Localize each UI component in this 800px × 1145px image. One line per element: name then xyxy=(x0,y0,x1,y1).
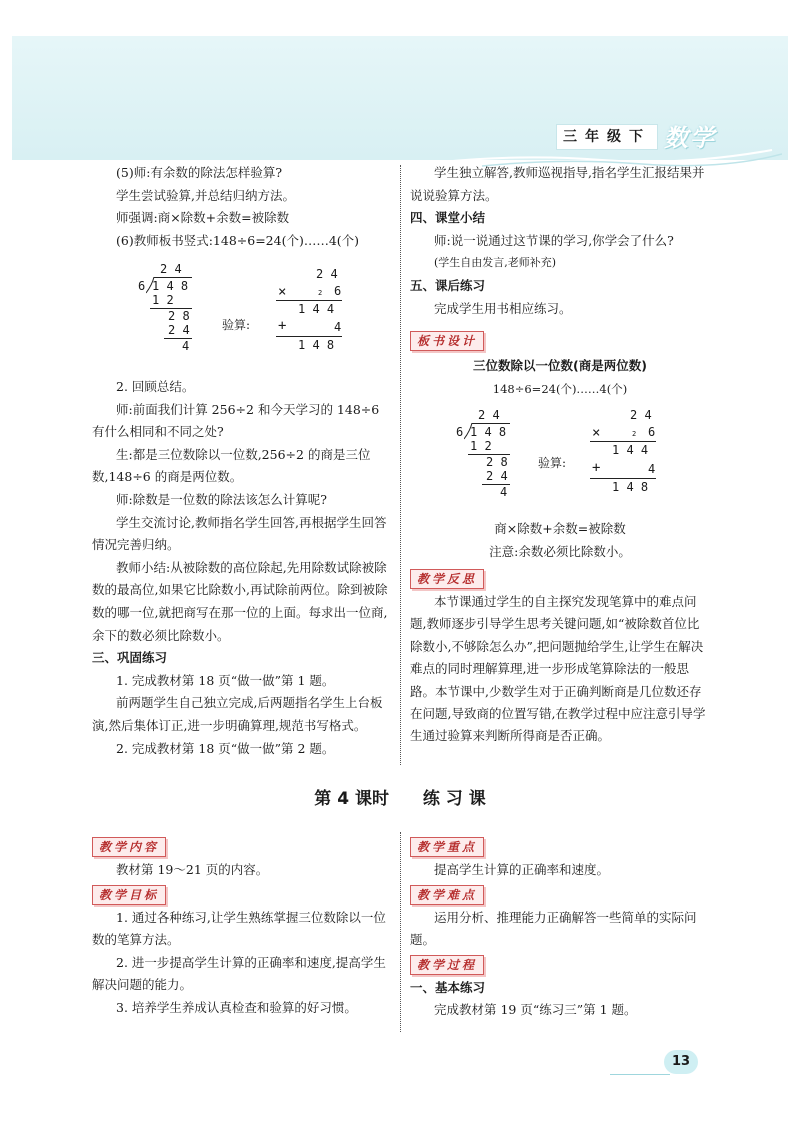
goal-1: 1. 通过各种练习,让学生熟练掌握三位数除以一位数的笔算方法。 xyxy=(92,909,386,948)
check-op-plus: + xyxy=(278,318,287,334)
check-op-multiply: × xyxy=(278,284,287,300)
left-bottom-line: 生:都是三位数除以一位数,256÷2 的商是三位数,148÷6 的商是两位数。 xyxy=(92,446,371,485)
reflection-text: 本节课通过学生的自主探究发现笔算中的难点问题,教师逐步引导学生思考关键问题,如“被除数首位比除数小,不够除怎么办”,把问题抛给学生,让学生在解决难点的同时理解算理,进一步形成笔算除法的一般思路。本节课中,少数学生对于正确判断商是几位数还存在问题,导致商的位置写错,在教学过程中应注意引导学生通过验算来判断所得商是否正确。 xyxy=(410,594,706,744)
check-carry: 2 xyxy=(632,430,637,438)
goal-3: 3. 培养学生养成认真检查和验算的好习惯。 xyxy=(116,999,357,1015)
step-2: 2 8 xyxy=(168,309,190,323)
board-rules xyxy=(410,518,710,563)
column-divider xyxy=(400,165,401,765)
right-top-line: 师:说一说通过这节课的学习,你学会了什么? xyxy=(434,232,674,248)
left-top-line: 学生尝试验算,并总结归纳方法。 xyxy=(116,187,295,203)
step-1: 1 2 xyxy=(470,439,492,453)
teaching-reflection xyxy=(410,566,710,748)
left-top-line: (5)师:有余数的除法怎样验算? xyxy=(116,165,283,180)
remainder: 4 xyxy=(182,339,190,353)
left-top-line: (6)教师板书竖式:148÷6=24(个)……4(个) xyxy=(116,232,360,248)
lesson-right-column xyxy=(410,834,710,1022)
board-rule: 商×除数+余数=被除数 xyxy=(494,521,626,536)
right-top-line: 学生独立解答,教师巡视指导,指名学生汇报结果并说说验算方法。 xyxy=(410,165,705,203)
quotient: 2 4 xyxy=(160,262,182,276)
page-number-line xyxy=(610,1074,670,1075)
check-v3: 1 4 4 xyxy=(612,443,649,457)
column-divider-2 xyxy=(400,832,401,1032)
check-v5: 1 4 8 xyxy=(298,338,335,352)
right-top-line: 四、课堂小结 xyxy=(410,210,486,226)
check-v1: 2 4 xyxy=(316,267,338,281)
left-bottom-line: 师:前面我们计算 256÷2 和今天学习的 148÷6 有什么相同和不同之处? xyxy=(92,401,380,440)
check-v3: 1 4 4 xyxy=(298,302,335,316)
subject-logo: 数学 xyxy=(664,124,716,152)
step-1: 1 2 xyxy=(152,293,174,307)
left-bottom-line: 2. 完成教材第 18 页“做一做”第 2 题。 xyxy=(116,740,335,756)
key-points-text: 提高学生计算的正确率和速度。 xyxy=(434,862,610,877)
content-text: 教材第 19～21 页的内容。 xyxy=(116,862,269,877)
left-column-bottom xyxy=(92,376,392,760)
left-bottom-line: 教师小结:从被除数的高位除起,先用除数试除被除数的最高位,如果它比除数小,再试除前两位。除到被除数的哪一位,就把商写在那一位的上面。每求出一位商,余下的数必须比除数小。 xyxy=(92,559,388,643)
difficulties-text: 运用分析、推理能力正确解答一些简单的实际问题。 xyxy=(410,909,697,948)
check-op-multiply: × xyxy=(592,425,601,441)
left-bottom-line: 三、巩固练习 xyxy=(92,650,168,666)
right-column-top xyxy=(410,162,710,320)
lesson-title xyxy=(0,784,800,809)
page-number: 13 xyxy=(664,1050,698,1074)
dividend: 1 4 8 xyxy=(152,279,189,293)
board-equation: 148÷6=24(个)……4(个) xyxy=(492,381,628,396)
left-bottom-line: 2. 回顾总结。 xyxy=(116,379,195,394)
left-bottom-line: 前两题学生自己独立完成,后两题指名学生上台板演,然后集体订正,进一步明确算理,规范书写格式。 xyxy=(92,695,383,733)
long-division-2 xyxy=(456,408,696,508)
check-v5: 1 4 8 xyxy=(612,480,649,494)
check-v1: 2 4 xyxy=(630,408,652,422)
process-heading: 一、基本练习 xyxy=(410,979,486,995)
board-title: 三位数除以一位数(商是两位数) xyxy=(473,358,647,373)
check-v2: 6 xyxy=(648,425,656,439)
divisor: 6 xyxy=(456,425,464,439)
board-design xyxy=(410,328,710,400)
check-v4: 4 xyxy=(648,462,656,476)
long-division-1 xyxy=(138,262,378,362)
remainder: 4 xyxy=(500,485,508,499)
step-3: 2 4 xyxy=(168,323,190,337)
reflection-tag: 教学反思 xyxy=(410,569,484,589)
board-design-tag: 板书设计 xyxy=(410,331,484,351)
check-op-plus: + xyxy=(592,460,601,476)
check-carry: 2 xyxy=(318,289,323,297)
step-2: 2 8 xyxy=(486,455,508,469)
goal-2: 2. 进一步提高学生计算的正确率和速度,提高学生解决问题的能力。 xyxy=(92,954,386,993)
content-tag: 教学内容 xyxy=(92,837,166,857)
grade-label: 三年级下 xyxy=(556,124,658,150)
left-column-top xyxy=(92,162,392,252)
lesson-name: 练 习 课 xyxy=(422,789,486,809)
board-note: 注意:余数必须比除数小。 xyxy=(489,543,631,559)
left-bottom-line: 师:除数是一位数的除法该怎么计算呢? xyxy=(116,491,327,507)
right-top-line: 完成学生用书相应练习。 xyxy=(434,300,572,316)
right-top-line: 五、课后练习 xyxy=(410,277,486,293)
lesson-number: 第 4 课时 xyxy=(314,789,389,809)
process-tag: 教学过程 xyxy=(410,955,484,975)
goals-tag: 教学目标 xyxy=(92,885,166,905)
dividend: 1 4 8 xyxy=(470,425,507,439)
right-top-line: (学生自由发言,老师补充) xyxy=(434,256,557,270)
key-points-tag: 教学重点 xyxy=(410,837,484,857)
left-bottom-line: 学生交流讨论,教师指名学生回答,再根据学生回答情况完善归纳。 xyxy=(92,514,387,553)
step-3: 2 4 xyxy=(486,469,508,483)
quotient: 2 4 xyxy=(478,408,500,422)
divisor: 6 xyxy=(138,279,146,293)
difficulties-tag: 教学难点 xyxy=(410,885,484,905)
left-top-line: 师强调:商×除数+余数=被除数 xyxy=(116,210,290,226)
check-v4: 4 xyxy=(334,320,342,334)
process-text: 完成教材第 19 页“练习三”第 1 题。 xyxy=(434,1002,637,1018)
check-label: 验算: xyxy=(222,318,251,332)
check-label: 验算: xyxy=(538,456,567,470)
lesson-left-column xyxy=(92,834,392,1020)
left-bottom-line: 1. 完成教材第 18 页“做一做”第 1 题。 xyxy=(116,672,335,688)
check-v2: 6 xyxy=(334,284,342,298)
